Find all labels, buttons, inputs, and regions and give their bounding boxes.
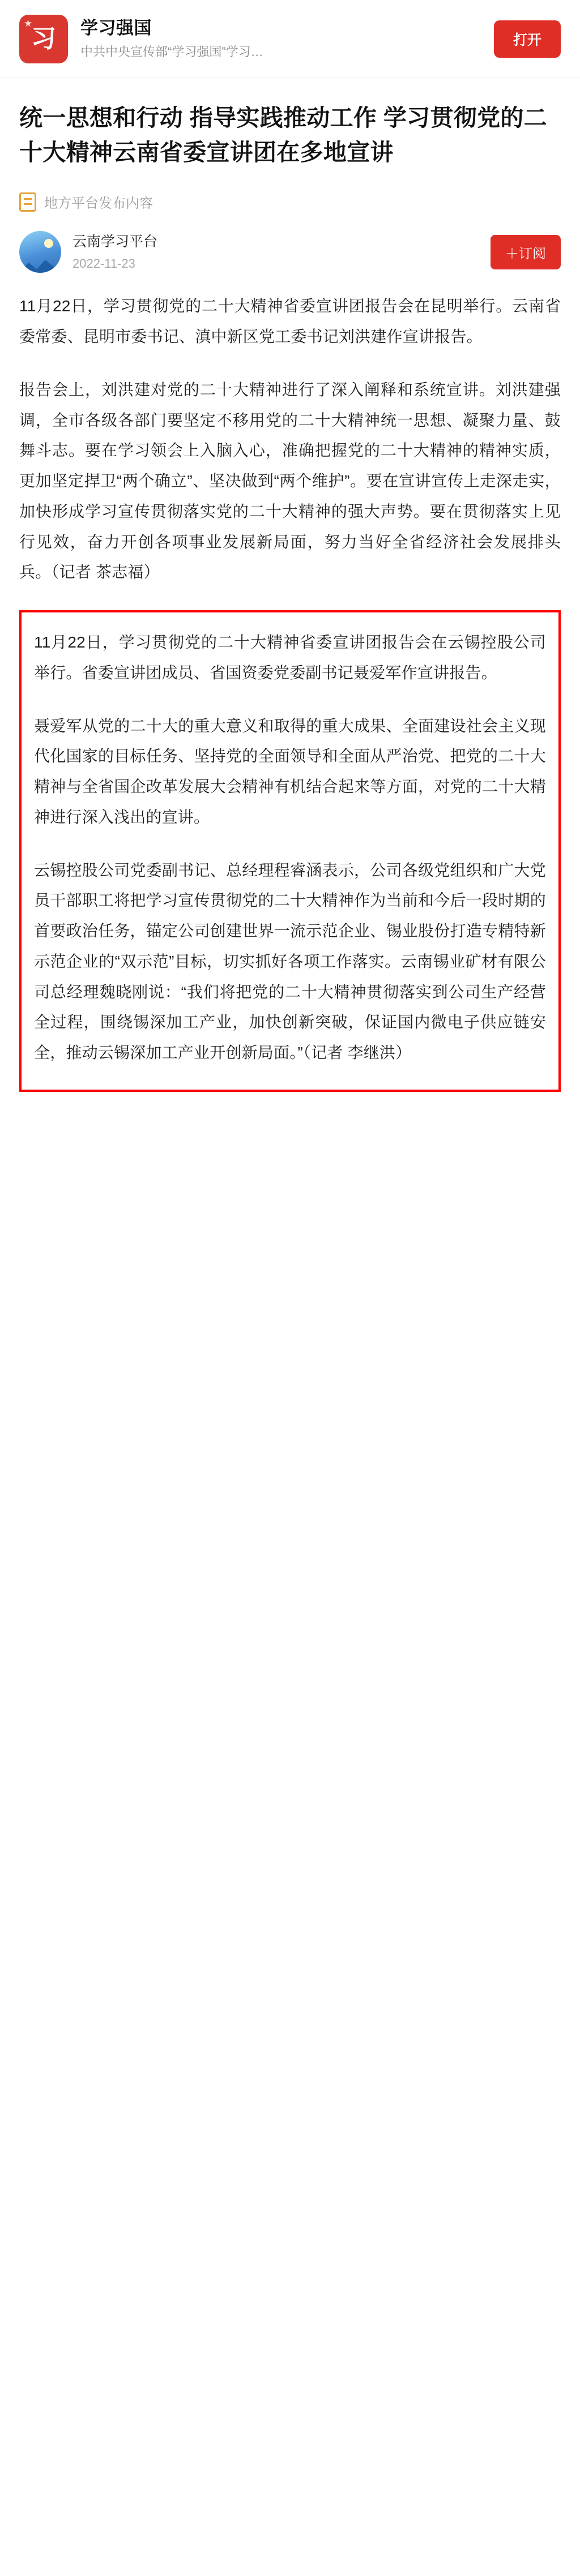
source-type-tag xyxy=(19,192,561,212)
mountain-icon xyxy=(19,256,61,273)
app-name: 学习强国 xyxy=(80,18,152,38)
app-subtitle: 中共中央宣传部“学习强国”学习… xyxy=(80,44,263,59)
paragraph: 11月22日，学习贯彻党的二十大精神省委宣讲团报告会在云锡控股公司举行。省委宣讲团成员、省国资委党委副书记聂爱军作宣讲报告。 xyxy=(34,633,546,681)
publish-date: 2022-11-23 xyxy=(72,256,135,271)
app-logo-char: 习 xyxy=(31,24,56,53)
page-title: 统一思想和行动 指导实践推动工作 学习贯彻党的二十大精神云南省委宣讲团在多地宣讲 xyxy=(19,105,547,165)
publisher-row xyxy=(19,231,561,291)
open-app-button[interactable]: 打开 xyxy=(494,20,561,58)
xuexi-app-logo-icon xyxy=(19,15,68,63)
article-page xyxy=(0,0,580,1126)
source-type-label: 地方平台发布内容 xyxy=(44,196,153,212)
highlighted-section xyxy=(19,610,561,1092)
app-title-block xyxy=(80,18,494,60)
paragraph: 云锡控股公司党委副书记、总经理程睿涵表示，公司各级党组织和广大党员干部职工将把学习宣传贯彻党的二十大精神作为当前和今后一段时期的首要政治任务，锚定公司创建世界一流示范企业、锡业股份打造专精特新示范企业的“双示范”目标，切实抓好各项工作落实。云南锡业矿材有限公司总经理魏晓刚说：“我们将把党的二十大精神贯彻落实到公司生产经营全过程，围绕锡深加工产业，加快创新突破，保证国内微电子供应链安全，推动云锡深加工产业开创新局面。”（记者 李继洪） xyxy=(34,861,546,1062)
paragraph: 聂爱军从党的二十大的重大意义和取得的重大成果、全面建设社会主义现代化国家的目标任务、坚持党的全面领导和全面从严治党、把党的二十大精神与全省国企改革发展大会精神有机结合起来等方面，对党的二十大精神进行深入浅出的宣讲。 xyxy=(34,717,546,826)
publisher-info xyxy=(72,233,491,271)
publisher-name[interactable]: 云南学习平台 xyxy=(72,234,158,250)
article-text xyxy=(19,291,561,1092)
sun-icon xyxy=(44,239,53,248)
paragraph: 11月22日，学习贯彻党的二十大精神省委宣讲团报告会在昆明举行。云南省委常委、昆明市委书记、滇中新区党工委书记刘洪建作宣讲报告。 xyxy=(19,297,561,346)
paragraph: 报告会上，刘洪建对党的二十大精神进行了深入阐释和系统宣讲。刘洪建强调，全市各级各部门要坚定不移用党的二十大精神统一思想、凝聚力量、鼓舞斗志。要在学习领会上入脑入心，准确把握党的二十大精神的精神实质，更加坚定捍卫“两个确立”、坚决做到“两个维护”。要在宣讲宣传上走深走实，加快形成学习宣传贯彻落实党的二十大精神的强大声势。要在贯彻落实上见行见效，奋力开创各项事业发展新局面，努力当好全省经济社会发展排头兵。（记者 茶志福） xyxy=(19,380,561,581)
app-header xyxy=(0,0,580,78)
bottom-spacer xyxy=(19,1109,561,1126)
star-icon: ★ xyxy=(24,18,33,29)
avatar xyxy=(19,231,61,273)
article-body xyxy=(0,78,580,1126)
subscribe-button[interactable]: ＋订阅 xyxy=(491,235,561,269)
document-icon xyxy=(19,192,36,212)
